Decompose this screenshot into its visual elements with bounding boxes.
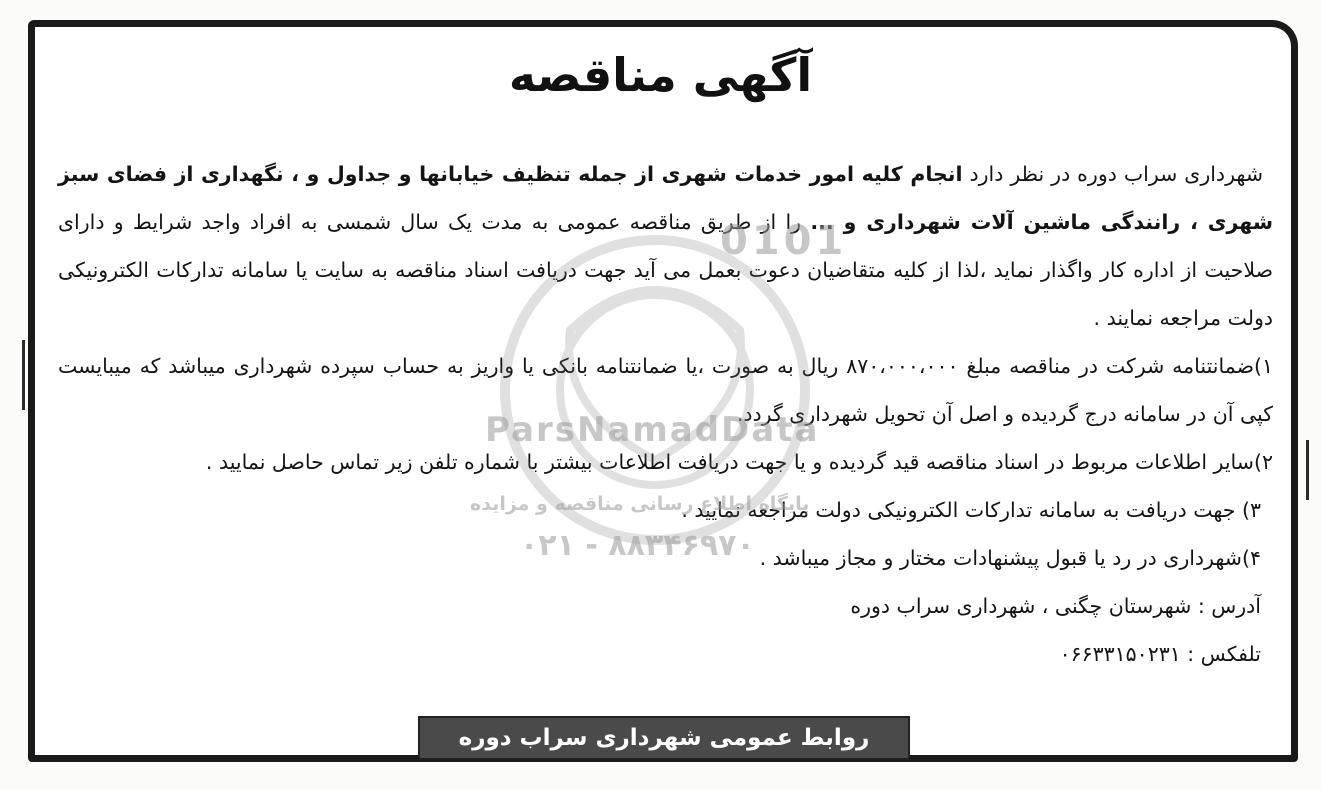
watermark-digits: 0101 (720, 218, 848, 264)
intro-text-2: را از طریق مناقصه عمومی به مدت یک سال شمسی به افراد واجد شرایط و دارای صلاحیت از اداره کار واگذار نماید ،لذا از کلیه متقاضیان دعوت بعمل می آید جهت دریافت اسناد مناقصه به سایت یا سامانه تدارکات الکترونیکی دولت مراجعه نمایند . (58, 210, 1273, 330)
address-line: آدرس : شهرستان چگنی ، شهرداری سراب دوره (850, 594, 1261, 618)
intro-text-1: شهرداری سراب دوره در نظر دارد (962, 162, 1263, 186)
watermark-phone: ۰۲۱ - ۸۸۳۴۶۹۷۰ (520, 528, 755, 563)
intro-paragraph (58, 150, 1273, 342)
watermark-persian-text: پایگاه اطلاع رسانی مناقصه و مزایده (470, 493, 810, 515)
watermark-brand: ParsNamadData (485, 410, 820, 450)
list-item-2: ۲)سایر اطلاعات مربوط در اسناد مناقصه قید گردیده و یا جهت دریافت اطلاعات بیشتر با شماره تلفن زیر تماس حاصل نمایید . (205, 450, 1273, 474)
intro-bold-services: انجام کلیه امور خدمات شهری از جمله تنظیف خیابانها و جداول و ، نگهداری از فضای سبز شهری ، رانندگی ماشین آلات شهرداری و ... (58, 162, 1274, 234)
list-item-4: ۴)شهرداری در رد یا قبول پیشنهادات مختار و مجاز میباشد . (759, 546, 1261, 570)
ad-title: آگهی مناقصه (508, 48, 813, 102)
ad-body (58, 150, 1273, 678)
scan-edge-mark (22, 340, 25, 410)
telfax-line: تلفکس : ۰۶۶۳۳۱۵۰۲۳۱ (1059, 642, 1261, 666)
list-item-3: ۳) جهت دریافت به سامانه تدارکات الکترونیکی دولت مراجعه نمایید . (681, 498, 1261, 522)
list-item-1: ۱)ضمانتنامه شرکت در مناقصه مبلغ ۸۷۰،۰۰۰،۰۰۰ ریال به صورت ،یا ضمانتنامه بانکی یا واریز به حساب سپرده شهرداری میباشد که میبایست کپی آن در سامانه درج گردیده و اصل آن تحویل شهرداری گردد. (58, 354, 1273, 426)
scan-edge-mark (1306, 440, 1309, 500)
signature-banner: روابط عمومی شهرداری سراب دوره (418, 716, 910, 760)
